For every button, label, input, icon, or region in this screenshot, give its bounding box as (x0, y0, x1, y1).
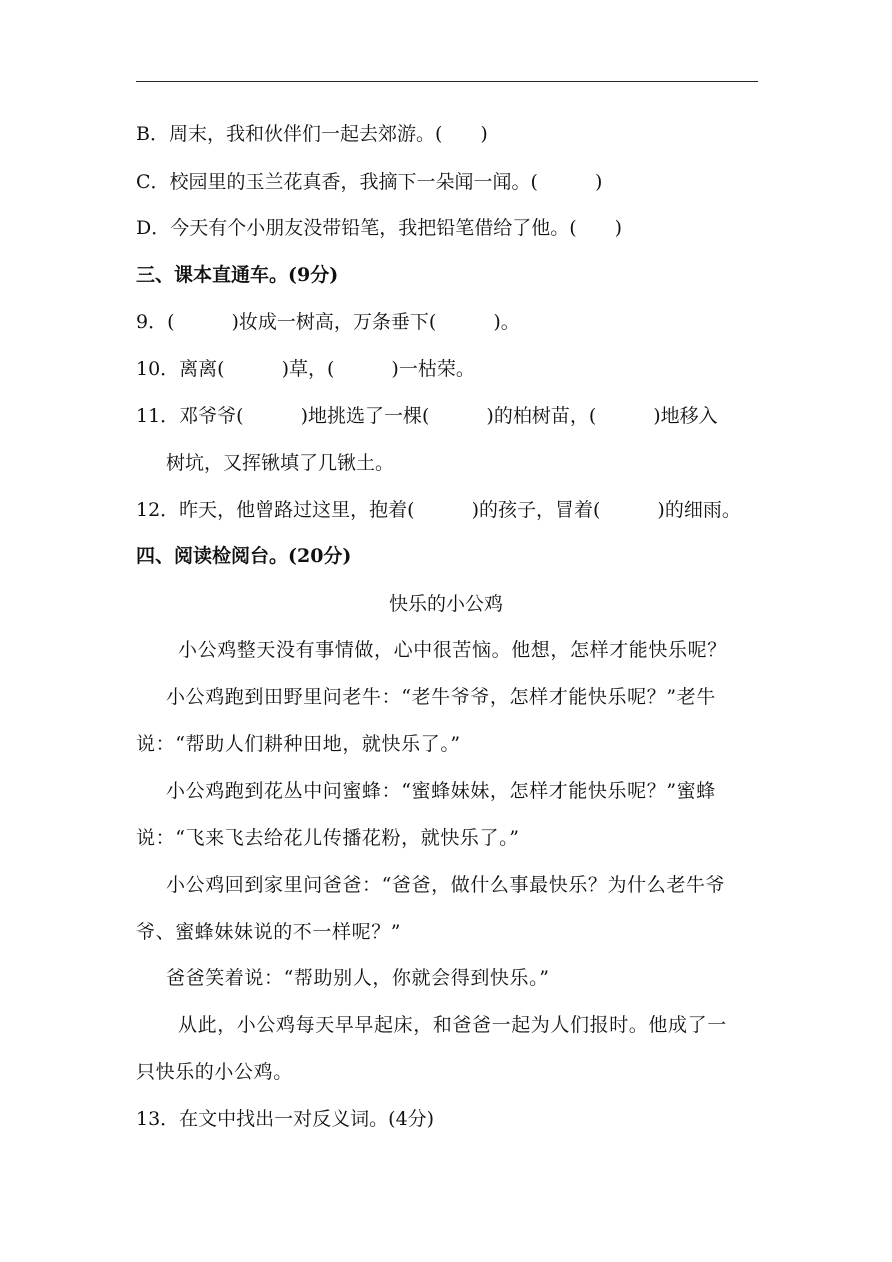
story-paragraph-3-line1: 小公鸡跑到花丛中问蜜蜂：“蜜蜂妹妹，怎样才能快乐呢？”蜜蜂 (166, 780, 716, 802)
question-11-line1: 11．邓爷爷( )地挑选了一棵( )的柏树苗，( )地移入 (136, 405, 718, 427)
option-b: B．周末，我和伙伴们一起去郊游。( ) (136, 123, 488, 145)
section3-heading: 三、课本直通车。(9分) (136, 264, 339, 286)
option-c: C．校园里的玉兰花真香，我摘下一朵闻一闻。( ) (136, 171, 603, 193)
story-paragraph-6-line2: 只快乐的小公鸡。 (136, 1061, 293, 1083)
story-paragraph-6-line1: 从此，小公鸡每天早早起床，和爸爸一起为人们报时。他成了一 (178, 1014, 727, 1036)
story-paragraph-2-line1: 小公鸡跑到田野里问老牛：“老牛爷爷，怎样才能快乐呢？”老牛 (166, 686, 716, 708)
story-paragraph-1: 小公鸡整天没有事情做，心中很苦恼。他想，怎样才能快乐呢？ (178, 639, 727, 661)
story-paragraph-3-line2: 说：“飞来飞去给花儿传播花粉，就快乐了。” (136, 827, 520, 849)
story-title: 快乐的小公鸡 (388, 593, 503, 615)
header-rule (136, 81, 758, 82)
section4-heading: 四、阅读检阅台。(20分) (136, 545, 352, 567)
question-10: 10．离离( )草，( )一枯荣。 (136, 358, 475, 380)
question-12: 12．昨天，他曾路过这里，抱着( )的孩子，冒着( )的细雨。 (136, 499, 741, 521)
story-paragraph-4-line1: 小公鸡回到家里问爸爸：“爸爸，做什么事最快乐？为什么老牛爷 (166, 874, 726, 896)
story-paragraph-4-line2: 爷、蜜蜂妹妹说的不一样呢？” (136, 921, 402, 943)
question-9: 9．( )妆成一树高，万条垂下( )。 (136, 311, 520, 333)
story-paragraph-5: 爸爸笑着说：“帮助别人，你就会得到快乐。” (166, 967, 550, 989)
question-11-line2: 树坑，又挥锹填了几锹土。 (166, 452, 395, 474)
option-d: D．今天有个小朋友没带铅笔，我把铅笔借给了他。( ) (136, 217, 623, 239)
story-paragraph-2-line2: 说：“帮助人们耕种田地，就快乐了。” (136, 733, 461, 755)
question-13: 13．在文中找出一对反义词。(4分) (136, 1108, 435, 1130)
